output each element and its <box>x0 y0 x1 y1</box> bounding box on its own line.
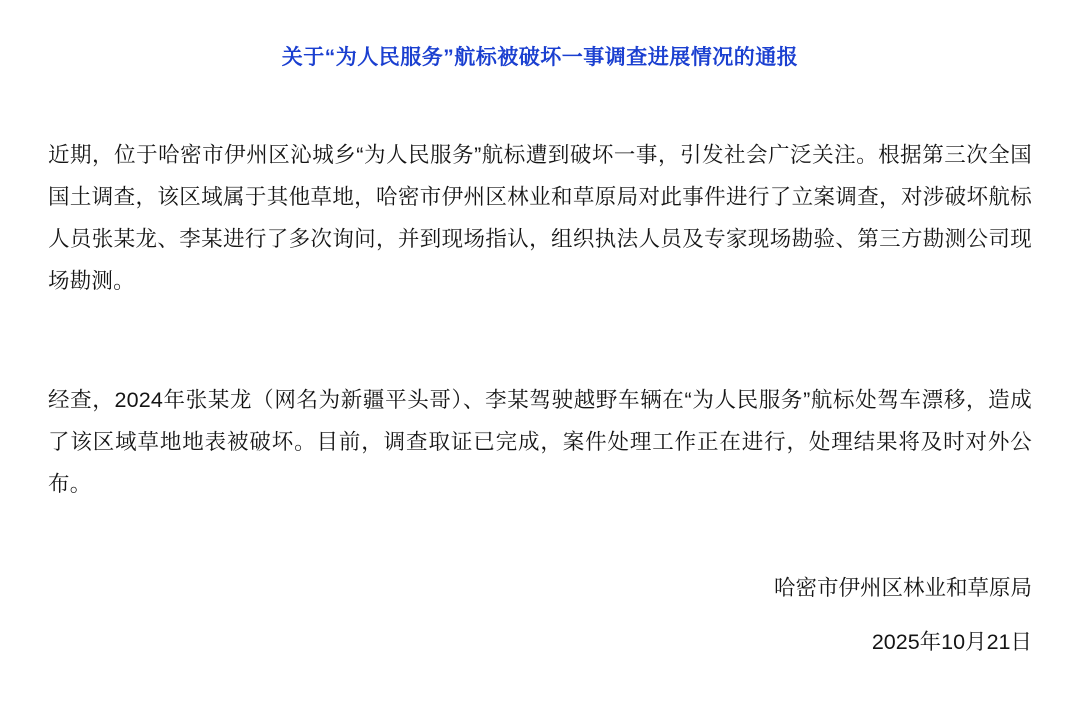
paragraph: 经查，2024年张某龙（网名为新疆平头哥）、李某驾驶越野车辆在“为人民服务”航标处驾车漂移，造成了该区域草地地表被破坏。目前，调查取证已完成，案件处理工作正在进行，处理结果将及时对外公布。 <box>48 387 1032 496</box>
paragraph: 近期，位于哈密市伊州区沁城乡“为人民服务”航标遭到破坏一事，引发社会广泛关注。根据第三次全国国土调查，该区域属于其他草地，哈密市伊州区林业和草原局对此事件进行了立案调查，对涉破坏航标人员张某龙、李某进行了多次询问，并到现场指认，组织执法人员及专家现场勘验、第三方勘测公司现场勘测。 <box>48 143 1032 293</box>
paragraph-block-1 <box>48 114 1032 325</box>
signature-organization: 哈密市伊州区林业和草原局 <box>773 576 1032 601</box>
document-title: 关于“为人民服务”航标被破坏一事调查进展情况的通报 <box>281 46 799 69</box>
signature-date: 2025年10月21日 <box>871 630 1032 655</box>
signature-block <box>48 568 1032 682</box>
paragraph-block-2 <box>48 358 1032 527</box>
